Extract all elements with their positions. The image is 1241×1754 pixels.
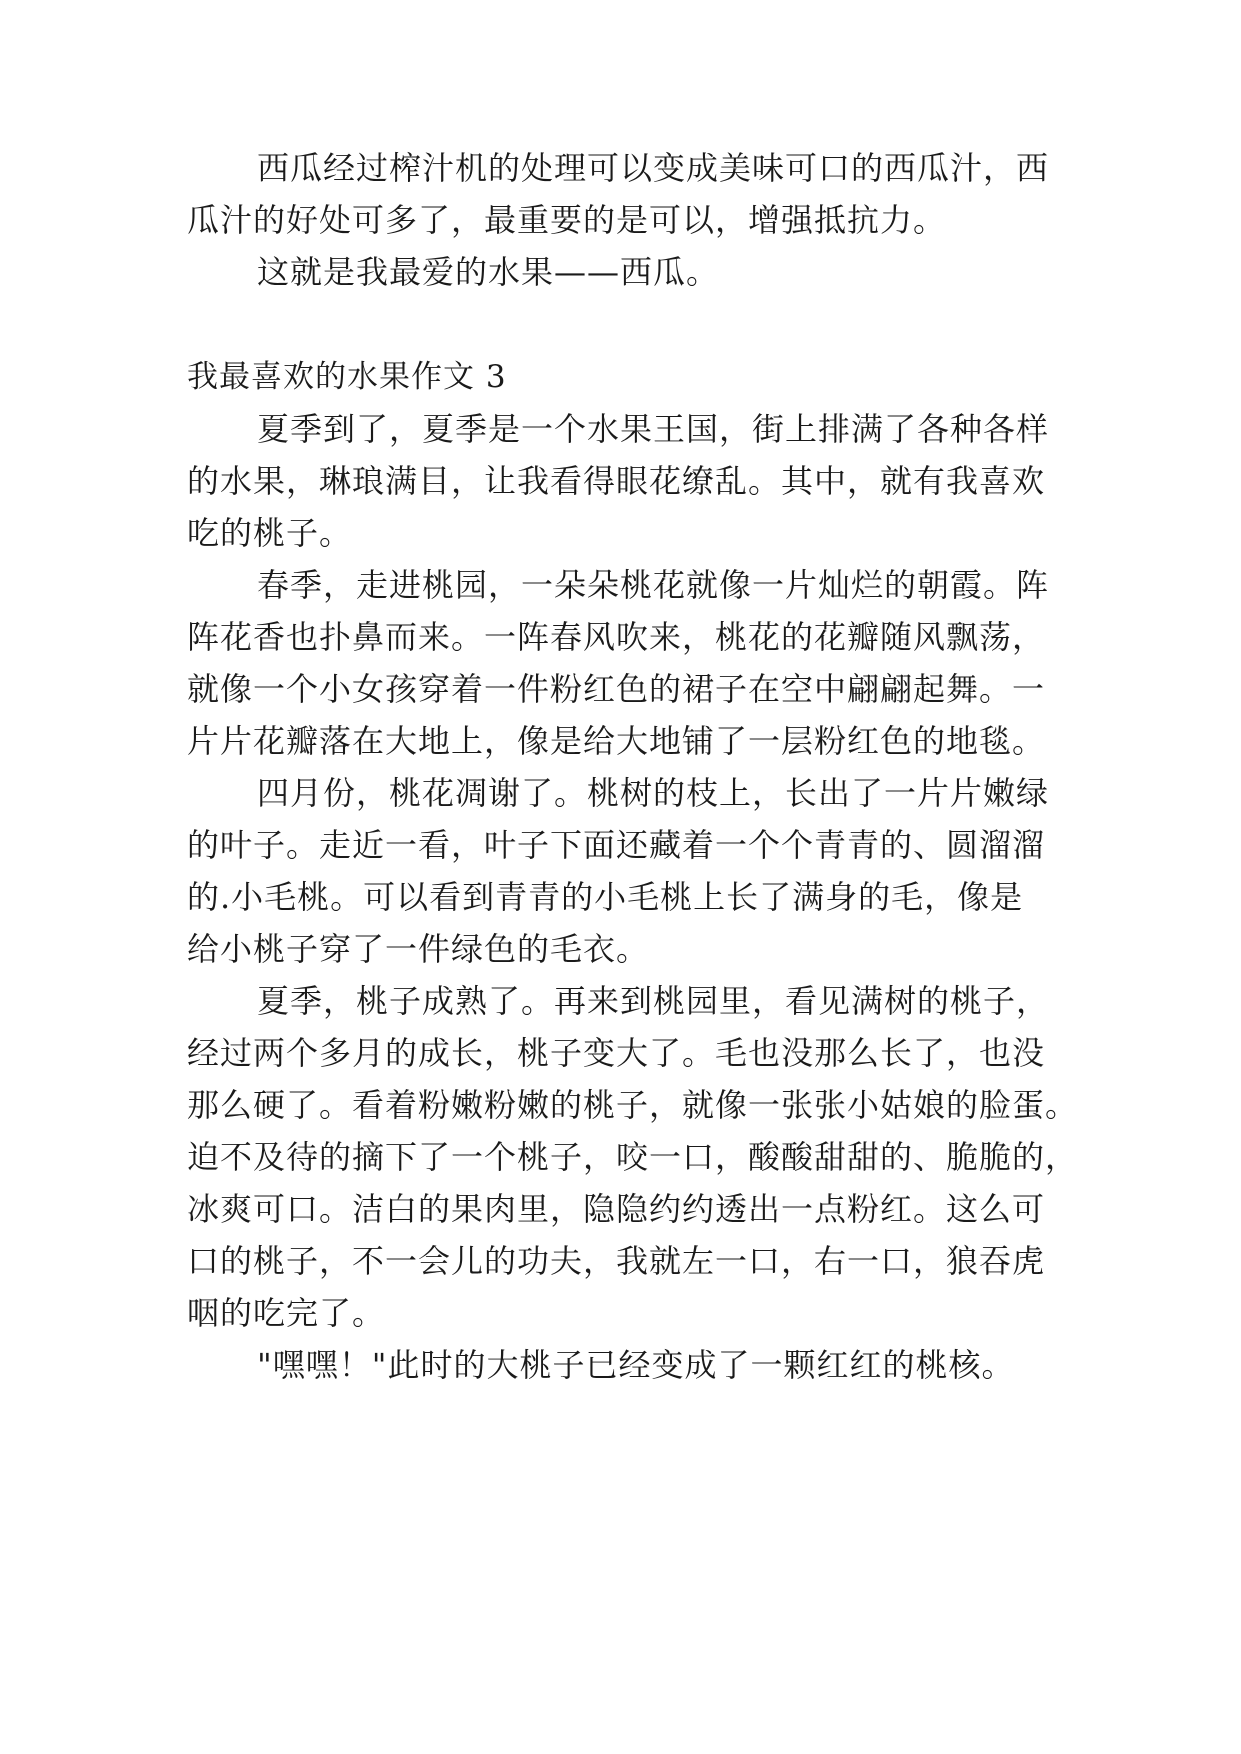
paragraph-line: 瓜汁的好处可多了，最重要的是可以，增强抵抗力。 <box>187 201 947 239</box>
paragraph-line: 咽的吃完了。 <box>187 1294 386 1332</box>
paragraph-line: 西瓜经过榨汁机的处理可以变成美味可口的西瓜汁，西 <box>257 149 1050 187</box>
paragraph-line: 经过两个多月的成长，桃子变大了。毛也没那么长了，也没 <box>187 1034 1046 1072</box>
paragraph-line: 就像一个小女孩穿着一件粉红色的裙子在空中翩翩起舞。一 <box>187 670 1046 708</box>
paragraph-line: 吃的桃子。 <box>187 514 353 552</box>
paragraph-line: 春季，走进桃园，一朵朵桃花就像一片灿烂的朝霞。阵 <box>257 566 1050 604</box>
paragraph-line: 片片花瓣落在大地上，像是给大地铺了一层粉红色的地毯。 <box>187 722 1046 760</box>
paragraph-line: 那么硬了。看着粉嫩粉嫩的桃子，就像一张张小姑娘的脸蛋。 <box>187 1086 1079 1124</box>
paragraph-line: 的.小毛桃。可以看到青青的小毛桃上长了满身的毛，像是 <box>187 878 1024 916</box>
paragraph-line: 夏季到了，夏季是一个水果王国，街上排满了各种各样 <box>257 410 1050 448</box>
paragraph-line: "嘿嘿！"此时的大桃子已经变成了一颗红红的桃核。 <box>257 1346 1015 1384</box>
paragraph-line: 迫不及待的摘下了一个桃子，咬一口，酸酸甜甜的、脆脆的， <box>187 1138 1079 1176</box>
paragraph-line: 口的桃子，不一会儿的功夫，我就左一口，右一口，狼吞虎 <box>187 1242 1046 1280</box>
paragraph-line: 的水果，琳琅满目，让我看得眼花缭乱。其中，就有我喜欢 <box>187 462 1046 500</box>
paragraph-line: 的叶子。走近一看，叶子下面还藏着一个个青青的、圆溜溜 <box>187 826 1046 864</box>
paragraph-line: 这就是我最爱的水果——西瓜。 <box>257 253 720 291</box>
paragraph-line: 给小桃子穿了一件绿色的毛衣。 <box>187 930 650 968</box>
paragraph-line: 四月份，桃花凋谢了。桃树的枝上，长出了一片片嫩绿 <box>257 774 1050 812</box>
paragraph-line: 夏季，桃子成熟了。再来到桃园里，看见满树的桃子， <box>257 982 1050 1020</box>
section-heading: 我最喜欢的水果作文 3 <box>187 359 507 395</box>
paragraph-line: 冰爽可口。洁白的果肉里，隐隐约约透出一点粉红。这么可 <box>187 1190 1046 1228</box>
paragraph-line: 阵花香也扑鼻而来。一阵春风吹来，桃花的花瓣随风飘荡， <box>187 618 1046 656</box>
